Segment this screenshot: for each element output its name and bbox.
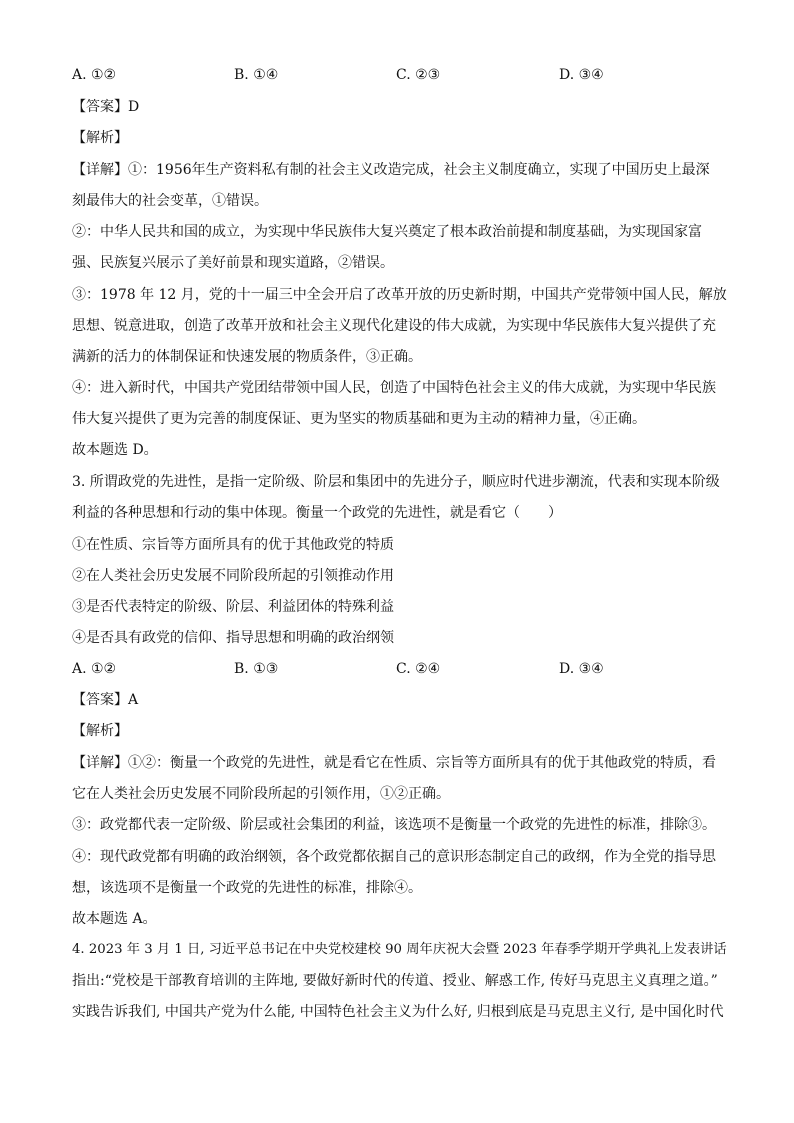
q2-options: [72, 65, 736, 85]
answer-label: 【答案】: [72, 692, 128, 708]
q3-analysis-label: 【解析】: [72, 723, 128, 739]
q3-detail-line: [72, 753, 736, 773]
detail-text: ①：1956年生产资料私有制的社会主义改造完成，社会主义制度确立，实现了中国历史上最深: [128, 162, 710, 178]
q2-option-d: D. ③④: [559, 67, 604, 83]
q3-stem-line: 3. 所谓政党的先进性，是指一定阶级、阶层和集团中的先进分子，顺应时代进步潮流，代表和实现本阶级: [72, 474, 720, 490]
q2-detail-line: 伟大复兴提供了更为完善的制度保证、更为坚实的物质基础和更为主动的精神力量，④正确。: [72, 411, 646, 427]
q3-options: [72, 659, 736, 679]
q2-detail-line: 强、民族复兴展示了美好前景和现实道路，②错误。: [72, 255, 394, 271]
q2-analysis-label: 【解析】: [72, 130, 128, 146]
detail-label: 【详解】: [72, 162, 128, 178]
q4-stem-line: 4. 2023 年 3 月 1 日, 习近平总书记在中央党校建校 90 周年庆祝大会暨 2023 年春季学期开学典礼上发表讲话: [72, 942, 727, 957]
q2-answer: [72, 97, 736, 117]
q3-detail-line: ③：政党都代表一定阶级、阶层或社会集团的利益，该选项不是衡量一个政党的先进性的标准，排除③。: [72, 817, 716, 833]
q3-option-b: B. ①③: [234, 661, 279, 677]
q2-detail-line: 思想、锐意进取，创造了改革开放和社会主义现代化建设的伟大成就，为实现中华民族伟大复兴提供了充: [72, 318, 716, 334]
q2-option-a: A. ①②: [72, 67, 117, 83]
q2-detail-line: 刻最伟大的社会变革，①错误。: [72, 193, 268, 209]
q3-conclusion: 故本题选 A。: [72, 911, 157, 927]
q3-detail-line: 想，该选项不是衡量一个政党的先进性的标准，排除④。: [72, 880, 422, 896]
q3-option-d: D. ③④: [559, 661, 604, 677]
q2-option-c: C. ②③: [396, 67, 441, 83]
q3-item: ③是否代表特定的阶级、阶层、利益团体的特殊利益: [72, 599, 394, 615]
q3-stem-line: 利益的各种思想和行动的集中体现。衡量一个政党的先进性，就是看它（ ）: [72, 505, 562, 521]
answer-value: D: [128, 99, 140, 115]
q2-detail-line: [72, 160, 736, 180]
q3-detail-line: 它在人类社会历史发展不同阶段所起的引领作用，①②正确。: [72, 786, 450, 802]
q2-detail-line: ②：中华人民共和国的成立，为实现中华民族伟大复兴奠定了根本政治前提和制度基础，为实现国家富: [72, 224, 702, 240]
q2-detail-line: 满新的活力的体制保证和快速发展的物质条件，③正确。: [72, 349, 422, 365]
q3-option-a: A. ①②: [72, 661, 117, 677]
q3-item: ①在性质、宗旨等方面所具有的优于其他政党的特质: [72, 537, 394, 553]
q3-detail-line: ④：现代政党都有明确的政治纲领，各个政党都依据自己的意识形态制定自己的政纲，作为全党的指导思: [72, 849, 716, 865]
q2-detail-line: ④：进入新时代，中国共产党团结带领中国人民，创造了中国特色社会主义的伟大成就，为实现中华民族: [72, 380, 716, 396]
q3-item: ②在人类社会历史发展不同阶段所起的引领推动作用: [72, 568, 394, 584]
q3-answer: [72, 690, 736, 710]
detail-text: ①②：衡量一个政党的先进性，就是看它在性质、宗旨等方面所具有的优于其他政党的特质，看: [128, 755, 716, 771]
q2-conclusion: 故本题选 D。: [72, 442, 158, 458]
answer-label: 【答案】: [72, 99, 128, 115]
q3-option-c: C. ②④: [396, 661, 441, 677]
q4-stem-line: 实践告诉我们, 中国共产党为什么能, 中国特色社会主义为什么好, 归根到底是马克思主义行, 是中国化时代: [72, 1004, 724, 1020]
q4-stem-line: 指出:“党校是干部教育培训的主阵地, 要做好新时代的传道、授业、解惑工作, 传好马克思主义真理之道。”: [72, 973, 718, 989]
answer-value: A: [128, 692, 139, 708]
detail-label: 【详解】: [72, 755, 128, 771]
q2-option-b: B. ①④: [234, 67, 279, 83]
q2-detail-line: ③：1978 年 12 月，党的十一届三中全会开启了改革开放的历史新时期，中国共产党带领中国人民，解放: [72, 287, 727, 303]
q3-item: ④是否具有政党的信仰、指导思想和明确的政治纲领: [72, 630, 394, 646]
